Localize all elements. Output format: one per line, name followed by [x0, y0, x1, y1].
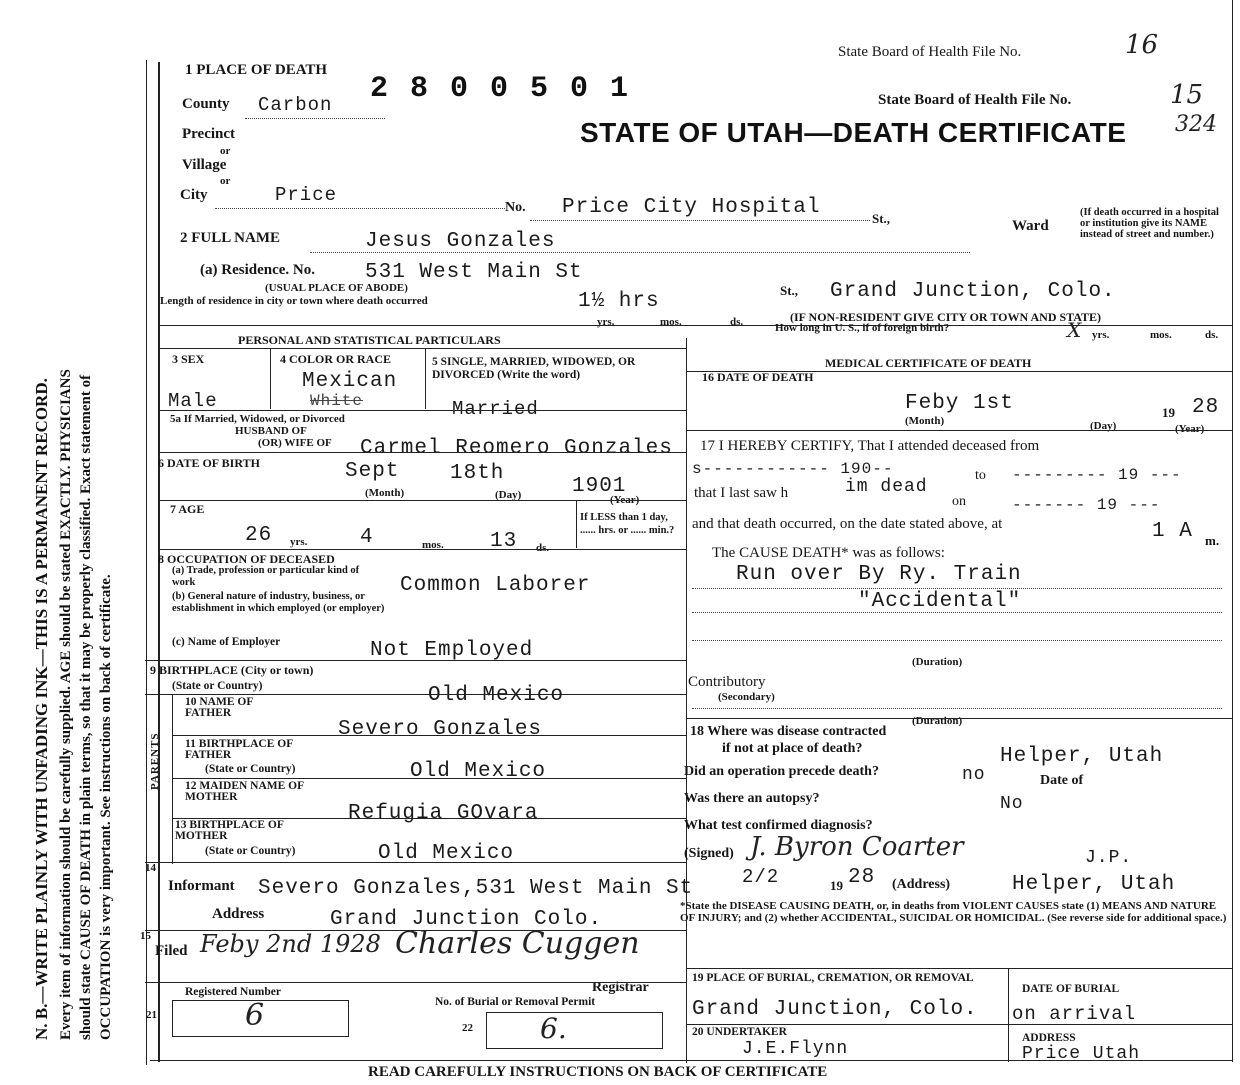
place-of-death-label: 1 PLACE OF DEATH — [185, 62, 328, 78]
mother-value: Refugia GOvara — [348, 802, 539, 825]
cause-footnote: *State the DISEASE CAUSING DEATH, or, in deaths from VIOLENT CAUSES state (1) MEANS AND NATURE OF INJURY; and (2) whether ACCIDENTAL, SUICIDAL OR HOMICIDAL. (See reverse side for additional space.) — [680, 900, 1227, 924]
father-bp-state-label: (State or Country) — [205, 763, 296, 775]
length-of-residence-label: Length of residence in city or town where death occurred — [160, 295, 428, 307]
duration-label-1: (Duration) — [912, 656, 963, 668]
usual-abode-label: (USUAL PLACE OF ABODE) — [265, 282, 408, 294]
sex-label: 3 SEX — [172, 352, 205, 366]
village-label: Village — [182, 157, 227, 173]
undertaker-value: J.E.Flynn — [742, 1039, 849, 1059]
father-label: 10 NAME OF FATHER — [185, 696, 253, 719]
residence-no-value: 531 West Main St — [365, 261, 583, 284]
registered-number-value: 6 — [245, 998, 265, 1033]
attended-from: s------------ 190-- — [692, 460, 894, 478]
us-ds: ds. — [1205, 329, 1219, 341]
birthplace-label: 9 BIRTHPLACE (City or town) — [150, 663, 314, 677]
hospital-note: (If death occurred in a hospital or institution give its NAME instead of street and number.) — [1080, 207, 1219, 240]
mother-label: 12 MAIDEN NAME OF MOTHER — [185, 780, 304, 803]
dob-day-caption: (Day) — [495, 489, 522, 501]
age-days: 13 — [490, 530, 518, 553]
row-rule-mother — [172, 778, 686, 779]
autopsy-value: No — [1000, 794, 1024, 814]
registrar-label: Registrar — [592, 980, 649, 995]
birthplace-state-label: (State or Country) — [172, 680, 263, 692]
operation-label: Did an operation precede death? — [684, 764, 879, 779]
mother-birthplace-label: 13 BIRTHPLACE OF MOTHER — [175, 819, 284, 842]
dob-year-caption: (Year) — [610, 494, 640, 506]
burial-place-value: Grand Junction, Colo. — [692, 998, 978, 1021]
dod-year-caption: (Year) — [1175, 423, 1205, 435]
burial-permit-value: 6. — [540, 1012, 567, 1045]
footer-instructions: READ CAREFULLY INSTRUCTIONS ON BACK OF CERTIFICATE — [368, 1064, 828, 1080]
employer-label: (c) Name of Employer — [172, 636, 281, 648]
operation-value: no — [962, 765, 986, 785]
city-line — [215, 208, 505, 209]
color-label: 4 COLOR OR RACE — [280, 352, 392, 366]
on-label: on — [952, 494, 966, 509]
spouse-label-1: 5a If Married, Widowed, or Divorced — [170, 413, 345, 425]
contracted-label-2: if not at place of death? — [722, 741, 863, 756]
cause-value-1: Run over By Ry. Train — [736, 563, 1022, 586]
marital-label: 5 SINGLE, MARRIED, WIDOWED, OR DIVORCED (Write the word) — [432, 356, 636, 381]
address-label: Address — [212, 906, 265, 922]
dob-day: 18th — [450, 462, 505, 485]
file-label-1: State Board of Health File No. — [838, 44, 1022, 60]
medical-header: MEDICAL CERTIFICATE OF DEATH — [825, 356, 1032, 370]
mother-bp-state-label: (State or Country) — [205, 845, 296, 857]
father-value: Severo Gonzales — [338, 718, 543, 741]
precinct-label: Precinct — [182, 126, 236, 142]
us-label: How long in U. S., if of foreign birth? — [775, 322, 950, 334]
dob-year: 1901 — [572, 475, 627, 498]
color-divider — [425, 349, 426, 409]
test-label: What test confirmed diagnosis? — [684, 818, 873, 833]
length-yrs: yrs. — [597, 316, 615, 328]
undertaker-label: 20 UNDERTAKER — [692, 1026, 787, 1038]
county-line — [245, 118, 385, 119]
dod-year: 28 — [1192, 396, 1220, 419]
last-saw-label: that I last saw h — [694, 485, 789, 501]
age-years: 26 — [245, 524, 273, 547]
residence-label: (a) Residence. No. — [200, 262, 315, 278]
cause-value-2: "Accidental" — [858, 590, 1022, 613]
row-rule-parents — [145, 694, 686, 695]
left-border-2 — [146, 60, 147, 1065]
age-months: 4 — [360, 526, 374, 549]
name-line — [310, 252, 970, 253]
physician-signature: J. Byron Coarter — [750, 832, 964, 862]
city-label: City — [180, 187, 208, 203]
length-ds: ds. — [730, 316, 744, 328]
file-label-2: State Board of Health File No. — [878, 92, 1072, 108]
center-divider — [686, 338, 687, 1063]
secondary-label: (Secondary) — [718, 691, 775, 703]
time-of-death: 1 A — [1152, 520, 1193, 543]
age-yrs-label: yrs. — [290, 536, 308, 548]
less-than-divider — [576, 500, 577, 548]
burial-permit-box — [486, 1012, 663, 1049]
dob-label: 6 DATE OF BIRTH — [158, 456, 260, 470]
registrar-signature: Charles Cuggen — [395, 926, 640, 961]
row-rule-certify — [686, 430, 1232, 431]
last-saw-value: im dead — [845, 477, 928, 497]
date-of-death-value: Feby 1st — [905, 392, 1014, 415]
row-rule-dob — [160, 452, 686, 453]
sidebar-line-1: N. B.—WRITE PLAINLY WITH UNFADING INK—THIS IS A PERMANENT RECORD. — [32, 378, 51, 1040]
section-21-label: 21 — [146, 1009, 157, 1021]
dob-month: Sept — [345, 460, 400, 483]
birthplace-value: Old Mexico — [428, 684, 565, 707]
right-border — [1232, 0, 1233, 1062]
m-label: m. — [1205, 533, 1220, 548]
row-rule-undertaker — [686, 1024, 1232, 1025]
signature-date: 2/2 — [742, 866, 780, 888]
dod-day-caption: (Day) — [1090, 420, 1117, 432]
contributory-line — [692, 708, 1222, 709]
row-rule-contracted — [686, 718, 1232, 719]
us-mos: mos. — [1150, 329, 1172, 341]
occupation-value: Common Laborer — [400, 574, 591, 597]
attended-to: --------- 19 --- — [1012, 466, 1182, 484]
city-value: Price — [275, 184, 338, 206]
autopsy-label: Was there an autopsy? — [684, 791, 820, 806]
row-rule-father-bp — [172, 735, 686, 736]
burial-divider — [1008, 968, 1009, 1024]
or-label-2: or — [220, 175, 231, 187]
occupation-a-label: (a) Trade, profession or particular kind of work — [172, 565, 360, 588]
st-label: St., — [872, 211, 891, 226]
filed-date: Feby 2nd 1928 — [200, 930, 381, 958]
contracted-value: Helper, Utah — [1000, 745, 1164, 768]
section-22-label: 22 — [462, 1022, 473, 1034]
registered-number-label: Registered Number — [185, 986, 281, 998]
color-struck: White — [310, 392, 364, 410]
burial-place-label: 19 PLACE OF BURIAL, CREMATION, OR REMOVAL — [692, 972, 974, 984]
street-line — [530, 220, 870, 221]
age-label: 7 AGE — [170, 502, 205, 516]
personal-header-rule — [160, 348, 686, 349]
burial-permit-label: No. of Burial or Removal Permit — [435, 996, 596, 1008]
stamp-number: 2 8 0 0 5 0 1 — [370, 72, 631, 106]
certify-label: 17 I HEREBY CERTIFY, That I attended deceased from — [700, 438, 1040, 454]
section-15-label: 15 — [140, 930, 151, 942]
last-saw-date: ------- 19 --- — [1012, 496, 1161, 514]
county-label: County — [182, 96, 230, 112]
no-label: No. — [505, 200, 526, 215]
occupation-label: 8 OCCUPATION OF DECEASED — [158, 552, 335, 566]
color-value: Mexican — [302, 370, 398, 393]
burial-date-value: on arrival — [1012, 1003, 1137, 1025]
age-ds-label: ds. — [536, 542, 550, 554]
section-14-label: 14 — [145, 862, 156, 874]
age-mos-label: mos. — [422, 539, 444, 551]
death-occurred-label: and that death occurred, on the date stated above, at — [692, 516, 1003, 532]
signer-title: J.P. — [1085, 848, 1133, 868]
length-of-residence-value: 1½ hrs — [578, 290, 660, 313]
length-mos: mos. — [660, 316, 682, 328]
file-no-1: 16 — [1125, 30, 1159, 60]
certificate-title: STATE OF UTAH—DEATH CERTIFICATE — [580, 117, 1127, 148]
employer-value: Not Employed — [370, 639, 534, 662]
occupation-b-label: (b) General nature of industry, business, or establishment in which employed (or employer) — [172, 591, 385, 614]
cause-label: The CAUSE DEATH* was as follows: — [712, 545, 945, 561]
ward-label: Ward — [1012, 218, 1049, 234]
address-value: Grand Junction Colo. — [330, 908, 603, 931]
street-value: Price City Hospital — [562, 196, 821, 219]
to-label: to — [975, 468, 986, 483]
signature-address-label: (Address) — [892, 877, 951, 892]
informant-value: Severo Gonzales,531 West Main St — [258, 877, 694, 900]
father-birthplace-value: Old Mexico — [410, 760, 547, 783]
cause-line-1 — [692, 588, 1222, 589]
sidebar-instructions — [30, 40, 140, 1040]
contributory-label: Contributory — [688, 674, 766, 690]
residence-city-value: Grand Junction, Colo. — [830, 280, 1116, 303]
date-of-death-label: 16 DATE OF DEATH — [702, 370, 814, 384]
row-rule-informant — [145, 862, 686, 863]
father-birthplace-label: 11 BIRTHPLACE OF FATHER — [185, 738, 293, 761]
handwritten-no: 324 — [1175, 112, 1217, 137]
dod-month-caption: (Month) — [905, 415, 945, 427]
row-rule-burial — [686, 968, 1232, 969]
dob-month-caption: (Month) — [365, 487, 405, 499]
cause-line-2 — [692, 612, 1222, 613]
spouse-label-3: (OR) WIFE OF — [258, 437, 332, 449]
row-rule-occupation — [160, 549, 686, 550]
full-name-label: 2 FULL NAME — [180, 230, 281, 246]
or-label-1: or — [220, 145, 231, 157]
undertaker-address-label: ADDRESS — [1022, 1032, 1076, 1044]
us-yrs: yrs. — [1092, 329, 1110, 341]
signed-label: (Signed) — [684, 846, 734, 861]
duration-label-2: (Duration) — [912, 715, 963, 727]
non-resident-note: (IF NON-RESIDENT GIVE CITY OR TOWN AND STATE) — [790, 310, 1102, 324]
row-rule-age — [160, 500, 686, 501]
full-name-value: Jesus Gonzales — [365, 230, 556, 253]
marital-value: Married — [452, 398, 539, 420]
signature-address: Helper, Utah — [1012, 873, 1176, 896]
personal-header: PERSONAL AND STATISTICAL PARTICULARS — [238, 333, 501, 347]
signature-year: 28 — [848, 866, 876, 889]
filed-label: Filed — [155, 943, 188, 959]
parents-divider — [172, 694, 173, 864]
cause-line-3 — [692, 640, 1222, 641]
informant-label: Informant — [168, 878, 235, 894]
sidebar-line-2: Every item of information should be carefully supplied. AGE should be stated EXACTLY. PHYSICIANS — [58, 369, 74, 1040]
county-value: Carbon — [258, 94, 333, 116]
row-rule-birthplace — [145, 660, 686, 661]
undertaker-divider — [1008, 1024, 1009, 1062]
spouse-label-2: HUSBAND OF — [235, 425, 307, 437]
file-no-2: 15 — [1170, 80, 1204, 110]
date-of-label: Date of — [1040, 773, 1084, 788]
row-rule-registered — [145, 982, 686, 983]
mother-birthplace-value: Old Mexico — [378, 842, 515, 865]
parents-label: PARENTS — [149, 732, 161, 790]
row-rule-spouse — [160, 410, 686, 411]
sex-value: Male — [168, 390, 218, 412]
sex-divider — [270, 349, 271, 409]
signature-year-prefix: 19 — [830, 878, 843, 893]
undertaker-address-value: Price Utah — [1022, 1044, 1141, 1064]
burial-date-label: DATE OF BURIAL — [1022, 983, 1120, 995]
residence-st-label: St., — [780, 283, 799, 298]
sidebar-line-4: OCCUPATION is very important. See instructions on back of certificate. — [98, 574, 114, 1040]
dod-year-prefix: 19 — [1162, 405, 1175, 420]
us-value: X — [1067, 318, 1082, 342]
sidebar-line-3: should state CAUSE OF DEATH in plain terms, so that it may be properly classified. Exact statement of — [78, 374, 94, 1040]
contracted-label-1: 18 Where was disease contracted — [690, 724, 887, 739]
less-than-label: If LESS than 1 day, ...... hrs. or ...... min.? — [580, 512, 675, 536]
spouse-value: Carmel Reomero Gonzales — [360, 437, 673, 460]
